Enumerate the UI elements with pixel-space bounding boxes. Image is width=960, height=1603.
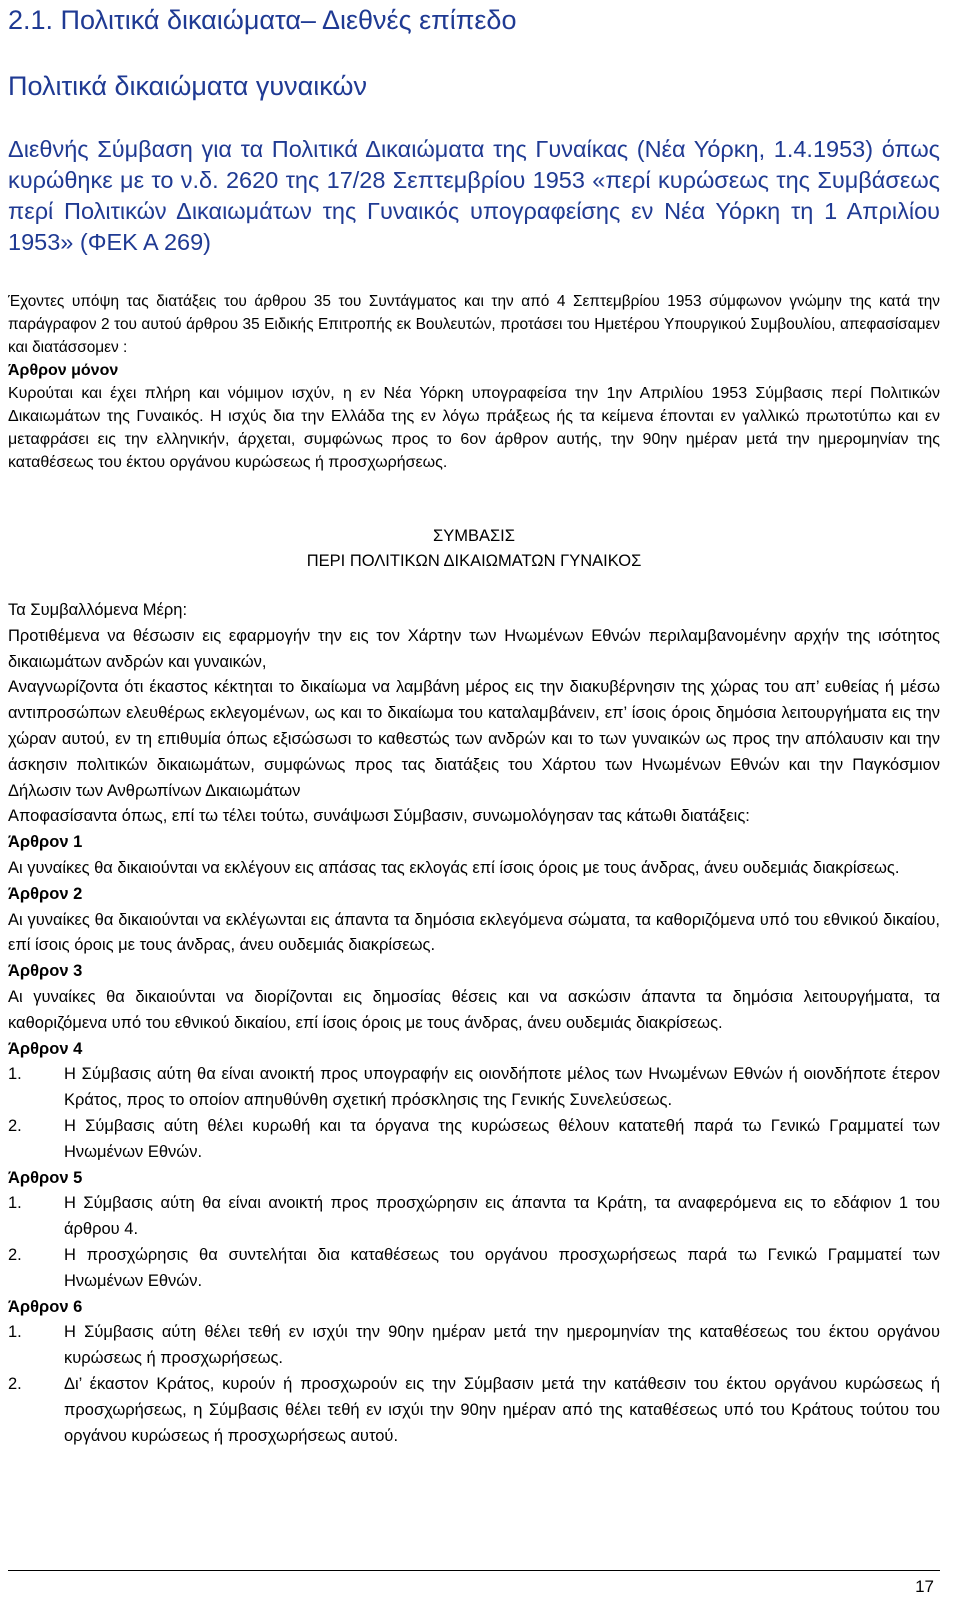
article-2-text: Αι γυναίκες θα δικαιούνται να εκλέγωνται εις άπαντα τα δημόσια εκλεγόμενα σώματα, τα καθοριζόμενα υπό του εθνικού δικαίου, επί ίσοις όροις με τους άνδρας, άνευ ουδεμιάς διακρίσεως. [8,910,940,955]
subsection-heading: Πολιτικά δικαιώματα γυναικών [8,71,368,101]
article-5-title: Άρθρον 5 [8,1168,83,1187]
convention-title [8,524,940,574]
section-heading: 2.1. Πολιτικά δικαιώματα– Διεθνές επίπεδο [8,5,517,35]
item-text: Η Σύμβασις αύτη θα είναι ανοικτή προς υπογραφήν εις οιονδήποτε μέλος των Ηνωμένων Εθνών ή οιονδήποτε έτερον Κράτος, προς το οποίον απηυθύνθη σχετική πρόσκλησις της Γενικής Συνελεύσεως. [64,1065,940,1110]
preamble-paragraph: Αποφασίσαντα όπως, επί τω τέλει τούτω, συνάψωσι Σύμβασιν, συνωμολόγησαν τας κάτωθι διατάξεις: [8,807,750,826]
convention-title-line1: ΣΥΜΒΑΣΙΣ [433,527,515,545]
page-number: 17 [915,1577,934,1596]
item-text: Η Σύμβασις αύτη θα είναι ανοικτή προς προσχώρησιν εις άπαντα τα Κράτη, τα αναφερόμενα εις το εδάφιον 1 του άρθρου 4. [64,1194,940,1239]
decree-article-text: Κυρούται και έχει πλήρη και νόμιμον ισχύν, η εν Νέα Υόρκη υπογραφείσα την 1ην Απριλίου 1953 Σύμβασις περί Πολιτικών Δικαιωμάτων της Γυναικός. Η ισχύς δια την Ελλάδα της εν λόγω πράξεως ής τα κείμενα έπονται εν γαλλικώ πρωτοτύπω και εν μεταφράσει εις την ελληνικήν, άρχεται, συμφώνως προς το 6ον άρθρον αυτής, την 90ην ημέραν μετά την ημερομηνίαν της καταθέσεως του έκτου οργάνου κυρώσεως ή προσχωρήσεως. [8,385,940,471]
article-4-title: Άρθρον 4 [8,1039,83,1058]
convention-title-line2: ΠΕΡΙ ΠΟΛΙΤΙΚΩΝ ΔΙΚΑΙΩΜΑΤΩΝ ΓΥΝΑΙΚΟΣ [306,552,642,570]
item-text: Δι’ έκαστον Κράτος, κυρούν ή προσχωρούν εις την Σύμβασιν μετά την κατάθεσιν του έκτου οργάνου κυρώσεως ή προσχωρήσεως, η Σύμβασις θέλει τεθή εν ισχύι την 90ην ημέραν από της καταθέσεως υπό του Κράτους τούτου του οργάνου κυρώσεως ή προσχωρήσεως αυτού. [64,1374,940,1445]
article-5-item-1 [8,1191,940,1243]
convention-reference-heading: Διεθνής Σύμβαση για τα Πολιτικά Δικαιώματα της Γυναίκας (Νέα Υόρκη, 1.4.1953) όπως κυρώθηκε με το ν.δ. 2620 της 17/28 Σεπτεμβρίου 1953 «περί κυρώσεως της Συμβάσεως περί Πολιτικών Δικαιωμάτων της Γυναικός υπογραφείσης εν Νέα Υόρκη τη 1 Απριλίου 1953» (ΦΕΚ Α 269) [8,136,940,255]
footer-divider [8,1570,940,1571]
article-5-item-2 [8,1243,940,1295]
item-text: Η Σύμβασις αύτη θέλει κυρωθή και τα όργανα της κυρώσεως θέλουν κατατεθή παρά τω Γενικώ Γραμματεί των Ηνωμένων Εθνών. [64,1116,940,1161]
article-6-item-1 [8,1320,940,1372]
decree-intro: Έχοντες υπόψη τας διατάξεις του άρθρου 35 του Συντάγματος και την από 4 Σεπτεμβρίου 1953 σύμφωνον γνώμην της κατά την παράγραφον 2 του αυτού άρθρου 35 Ειδικής Επιτροπής εκ Βουλευτών, προτάσει του Ημετέρου Υπουργικού Συμβουλίου, απεφασίσαμεν και διατάσσομεν : [8,293,940,356]
article-4-item-1 [8,1062,940,1114]
preamble-paragraph: Αναγνωρίζοντα ότι έκαστος κέκτηται το δικαίωμα να λαμβάνη μέρος εις την διακυβέρνησιν της χώρας του απ’ ευθείας ή μέσω αντιπροσώπων ελευθέρως εκλεγομένων, ως και το δικαίωμα του καταλαμβάνειν, επ’ ίσοις όροις δημόσια λειτουργήματα εις την χώραν αυτού, εν τη επιθυμία όπως εξισώσωσι το καθεστώς των ανδρών και το των γυναικών ως προς την απόλαυσιν και την άσκησιν πολιτικών δικαιωμάτων, συμφώνως προς τας διατάξεις του Χάρτου των Ηνωμένων Εθνών και την Παγκόσμιον Δήλωσιν των Ανθρωπίνων Δικαιωμάτων [8,678,940,800]
item-text: Η Σύμβασις αύτη θέλει τεθή εν ισχύι την 90ην ημέραν μετά την ημερομηνίαν της καταθέσεως του έκτου οργάνου κυρώσεως ή προσχωρήσεως. [64,1323,940,1368]
decree-block [8,290,940,474]
convention-body [8,598,940,1449]
item-number: 1. [8,1065,22,1084]
article-6-item-2 [8,1372,940,1449]
article-6-title: Άρθρον 6 [8,1297,83,1316]
item-number: 2. [8,1116,22,1135]
article-1-text: Αι γυναίκες θα δικαιούνται να εκλέγουν εις απάσας τας εκλογάς επί ίσοις όροις με τους άνδρας, άνευ ουδεμιάς διακρίσεως. [8,858,900,877]
preamble-paragraph: Προτιθέμενα να θέσωσιν εις εφαρμογήν την εις τον Χάρτην των Ηνωμένων Εθνών περιλαμβανομένην αρχήν της ισότητος δικαιωμάτων ανδρών και γυναικών, [8,626,940,671]
item-number: 2. [8,1374,22,1393]
item-number: 2. [8,1245,22,1264]
article-1-title: Άρθρον 1 [8,833,83,852]
decree-article-title: Άρθρον μόνον [8,362,119,379]
article-2-title: Άρθρον 2 [8,884,83,903]
item-text: Η προσχώρησις θα συντελήται δια καταθέσεως του οργάνου προσχωρήσεως παρά τω Γενικώ Γραμματεί των Ηνωμένων Εθνών. [64,1245,940,1290]
article-3-text: Αι γυναίκες θα δικαιούνται να διορίζονται εις δημοσίας θέσεις και να ασκώσιν άπαντα τα δημόσια λειτουργήματα, τα καθοριζόμενα υπό του εθνικού δικαίου, επί ίσοις όροις με τους άνδρας, άνευ ουδεμιάς διακρίσεως. [8,987,940,1032]
contracting-parties: Τα Συμβαλλόμενα Μέρη: [8,601,188,619]
item-number: 1. [8,1194,22,1213]
item-number: 1. [8,1323,22,1342]
article-4-item-2 [8,1114,940,1166]
article-3-title: Άρθρον 3 [8,962,83,981]
